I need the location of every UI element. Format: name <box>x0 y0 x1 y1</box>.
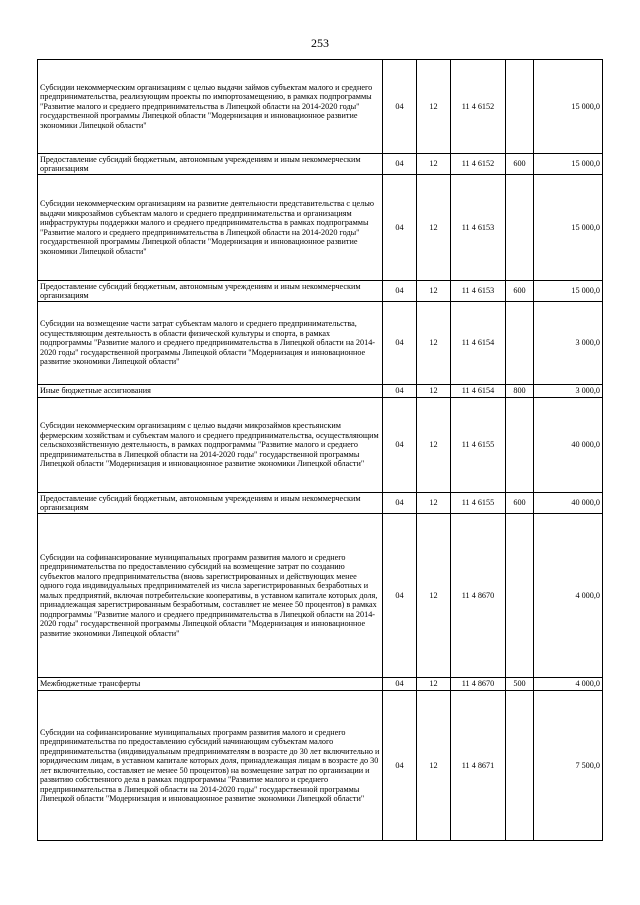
row-expense-type: 800 <box>506 385 534 398</box>
row-section-code: 12 <box>417 398 451 493</box>
page-number: 253 <box>311 36 329 50</box>
row-expense-type <box>506 302 534 385</box>
row-description: Субсидии некоммерческим организациям с целью выдачи микрозаймов крестьянским фермерским хозяйствам и субъектам малого и среднего предпринимательства, осуществляющим сельскохозяйственную деятельность, в рамках подпрограммы "Развитие малого и среднего предпринимательства в Липецкой области на 2014-2020 годы" государственной программы Липецкой области "Модернизация и инновационное развитие экономики Липецкой области" <box>38 398 383 493</box>
row-expense-type: 600 <box>506 154 534 175</box>
row-amount: 40 000,0 <box>534 493 603 514</box>
row-ministry-code: 04 <box>383 302 417 385</box>
table-row <box>38 302 603 385</box>
row-expense-type <box>506 60 534 154</box>
row-description: Предоставление субсидий бюджетным, автономным учреждениям и иным некоммерческим организациям <box>38 281 383 302</box>
row-amount: 4 000,0 <box>534 678 603 691</box>
row-ministry-code: 04 <box>383 398 417 493</box>
row-ministry-code: 04 <box>383 60 417 154</box>
row-amount: 4 000,0 <box>534 514 603 678</box>
row-section-code: 12 <box>417 60 451 154</box>
table-row <box>38 514 603 678</box>
row-target-article: 11 4 6155 <box>451 398 506 493</box>
row-ministry-code: 04 <box>383 281 417 302</box>
row-ministry-code: 04 <box>383 175 417 281</box>
row-section-code: 12 <box>417 281 451 302</box>
table-row <box>38 493 603 514</box>
row-amount: 15 000,0 <box>534 175 603 281</box>
row-ministry-code: 04 <box>383 493 417 514</box>
table-row <box>38 154 603 175</box>
table-row <box>38 678 603 691</box>
row-expense-type <box>506 691 534 841</box>
row-expense-type: 500 <box>506 678 534 691</box>
row-description: Предоставление субсидий бюджетным, автономным учреждениям и иным некоммерческим организациям <box>38 154 383 175</box>
table-row <box>38 691 603 841</box>
row-description: Субсидии на возмещение части затрат субъектам малого и среднего предпринимательства, осуществляющим деятельность в области физической культуры и спорта, в рамках подпрограммы "Развитие малого и среднего предпринимательства в Липецкой области на 2014-2020 годы" государственной программы Липецкой области "Модернизация и инновационное развитие экономики Липецкой области" <box>38 302 383 385</box>
row-target-article: 11 4 6154 <box>451 302 506 385</box>
row-target-article: 11 4 6153 <box>451 281 506 302</box>
budget-table <box>37 59 603 841</box>
row-target-article: 11 4 6152 <box>451 60 506 154</box>
row-ministry-code: 04 <box>383 678 417 691</box>
row-expense-type: 600 <box>506 281 534 302</box>
row-target-article: 11 4 6153 <box>451 175 506 281</box>
row-amount: 15 000,0 <box>534 60 603 154</box>
row-amount: 15 000,0 <box>534 281 603 302</box>
row-amount: 7 500,0 <box>534 691 603 841</box>
row-amount: 3 000,0 <box>534 385 603 398</box>
table-row <box>38 398 603 493</box>
row-target-article: 11 4 8670 <box>451 678 506 691</box>
row-section-code: 12 <box>417 175 451 281</box>
row-target-article: 11 4 6154 <box>451 385 506 398</box>
row-expense-type <box>506 175 534 281</box>
table-row <box>38 385 603 398</box>
row-section-code: 12 <box>417 154 451 175</box>
row-target-article: 11 4 8671 <box>451 691 506 841</box>
row-section-code: 12 <box>417 385 451 398</box>
table-row <box>38 175 603 281</box>
row-ministry-code: 04 <box>383 514 417 678</box>
row-section-code: 12 <box>417 514 451 678</box>
row-ministry-code: 04 <box>383 691 417 841</box>
row-target-article: 11 4 6152 <box>451 154 506 175</box>
table-row <box>38 60 603 154</box>
row-description: Межбюджетные трансферты <box>38 678 383 691</box>
row-expense-type <box>506 398 534 493</box>
table-row <box>38 281 603 302</box>
row-description: Субсидии некоммерческим организациям на развитие деятельности представительства с целью выдачи микрозаймов субъектам малого и среднего предпринимательства и организациям инфраструктуры поддержки малого и среднего предпринимательства в рамках подпрограммы "Развитие малого и среднего предпринимательства в Липецкой области на 2014-2020 годы" государственной программы Липецкой области "Модернизация и инновационное развитие экономики Липецкой области" <box>38 175 383 281</box>
row-description: Иные бюджетные ассигнования <box>38 385 383 398</box>
row-target-article: 11 4 6155 <box>451 493 506 514</box>
row-amount: 40 000,0 <box>534 398 603 493</box>
row-amount: 3 000,0 <box>534 302 603 385</box>
row-amount: 15 000,0 <box>534 154 603 175</box>
row-ministry-code: 04 <box>383 385 417 398</box>
row-description: Субсидии на софинансирование муниципальных программ развития малого и среднего предпринимательства по предоставлению субсидий начинающим субъектам малого предпринимательства (индивидуальным предпринимателям в возрасте до 30 лет включительно и юридическим лицам, в уставном капитале которых доля, принадлежащая лицам в возрасте до 30 лет включительно, составляет не менее 50 процентов) на возмещение затрат по организации и развитию собственного дела в рамках подпрограммы "Развитие малого и среднего предпринимательства в Липецкой области на 2014-2020 годы" государственной программы Липецкой области "Модернизация и инновационное развитие экономики Липецкой области" <box>38 691 383 841</box>
row-expense-type <box>506 514 534 678</box>
row-description: Субсидии некоммерческим организациям с целью выдачи займов субъектам малого и среднего предпринимательства, реализующим проекты по импортозамещению, в рамках подпрограммы "Развитие малого и среднего предпринимательства в Липецкой области на 2014-2020 годы" государственной программы Липецкой области "Модернизация и инновационное развитие экономики Липецкой области" <box>38 60 383 154</box>
row-target-article: 11 4 8670 <box>451 514 506 678</box>
row-section-code: 12 <box>417 678 451 691</box>
row-section-code: 12 <box>417 493 451 514</box>
row-expense-type: 600 <box>506 493 534 514</box>
row-description: Предоставление субсидий бюджетным, автономным учреждениям и иным некоммерческим организациям <box>38 493 383 514</box>
row-section-code: 12 <box>417 691 451 841</box>
row-description: Субсидии на софинансирование муниципальных программ развития малого и среднего предпринимательства по предоставлению субсидий на возмещение затрат по созданию субъектов малого предпринимательства (вновь зарегистрированных и действующих менее одного года индивидуальных предпринимателей из числа зарегистрированных безработных и малых предприятий, включая потребительские кооперативы, в уставном капитале которых доля, принадлежащая зарегистрированным безработным, составляет не менее 50 процентов) в рамках подпрограммы "Развитие малого и среднего предпринимательства в Липецкой области на 2014-2020 годы" государственной программы Липецкой области "Модернизация и инновационное развитие экономики Липецкой области" <box>38 514 383 678</box>
row-section-code: 12 <box>417 302 451 385</box>
budget-table-body <box>38 60 603 841</box>
row-ministry-code: 04 <box>383 154 417 175</box>
